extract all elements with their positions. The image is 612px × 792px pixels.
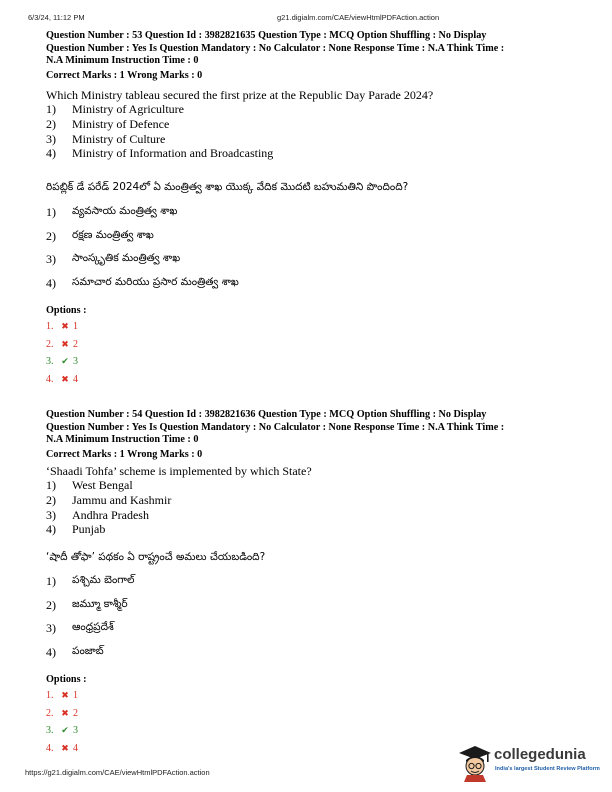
option-number: 2) (46, 116, 56, 131)
meta-line: Question Number : 54 Question Id : 3982821636 Question Type : MCQ Option Shuffling : No Display (46, 409, 487, 420)
option-number: 1) (46, 205, 56, 219)
print-url: g21.digialm.com/CAE/viewHtmlPDFAction.action (277, 13, 440, 22)
option-number: 3) (46, 507, 56, 522)
answer-number: 2. (46, 707, 54, 719)
collegedunia-logo (458, 744, 608, 784)
english-question: ‘Shaadi Tohfa’ scheme is implemented by which State? (46, 463, 312, 478)
telugu-option (46, 617, 576, 641)
check-icon: ✔ (61, 356, 69, 366)
meta-line: Question Number : Yes Is Question Mandatory : No Calculator : None Response Time : N.A Think Time : (46, 42, 505, 54)
option-text: సాంస్కృతిక మంత్రిత్వ శాఖ (72, 252, 181, 264)
option-text: Ministry of Defence (72, 116, 170, 131)
cross-icon: ✖ (61, 321, 69, 331)
answer-value: 3 (73, 725, 78, 736)
question-meta (46, 30, 576, 68)
answer-value: 2 (73, 338, 78, 350)
option-text: Ministry of Information and Broadcasting (72, 146, 274, 161)
meta-line: Question Number : 53 Question Id : 3982821635 Question Type : MCQ Option Shuffling : No Display (46, 30, 487, 41)
option-number: 3) (46, 252, 56, 266)
check-icon: ✔ (61, 725, 69, 735)
answer-number: 3. (46, 356, 54, 367)
option-number: 3) (46, 621, 56, 635)
options-heading: Options : (46, 304, 87, 316)
footer-url: https://g21.digialm.com/CAE/viewHtmlPDFAction.action (25, 768, 210, 777)
meta-line: Question Number : Yes Is Question Mandatory : No Calculator : None Response Time : N.A Think Time : (46, 421, 505, 433)
option-number: 2) (46, 597, 56, 612)
option-text: సమాచార మరియు ప్రసార మంత్రిత్వ శాఖ (72, 275, 239, 288)
option-text: రక్షణ మంత్రిత్వ శాఖ (72, 228, 154, 241)
student-mascot-icon (458, 744, 492, 782)
option-number: 4) (46, 146, 56, 161)
telugu-question: ‘షాదీ తోఫా’ పథకం ఏ రాష్ట్రంచే అమలు చేయబడింది? (46, 550, 266, 563)
option-text: పశ్చిమ బెంగాల్ (72, 574, 135, 586)
option-text: Ministry of Agriculture (72, 102, 184, 117)
option-number: 4) (46, 644, 56, 659)
question-meta (46, 409, 576, 447)
cross-icon: ✖ (61, 373, 69, 384)
option-number: 1) (46, 574, 56, 588)
cross-icon: ✖ (61, 690, 69, 700)
option-text: వ్యవసాయ మంత్రిత్వ శాఖ (72, 205, 178, 217)
option-number: 4) (46, 275, 56, 290)
option-number: 3) (46, 131, 56, 146)
english-option (46, 146, 576, 161)
question-block-54 (46, 409, 576, 757)
meta-line: N.A Minimum Instruction Time : 0 (46, 434, 199, 446)
telugu-option (46, 271, 576, 295)
option-text: West Bengal (72, 478, 133, 493)
english-question: Which Ministry tableau secured the first prize at the Republic Day Parade 2024? (46, 87, 434, 102)
answer-number: 4. (46, 373, 54, 385)
answer-option-correct (46, 353, 576, 371)
option-text: Andhra Pradesh (72, 507, 149, 522)
print-datetime: 6/3/24, 11:12 PM (28, 13, 85, 22)
option-text: Jammu and Kashmir (72, 492, 172, 507)
answer-number: 1. (46, 321, 54, 332)
english-option (46, 522, 576, 537)
option-number: 2) (46, 228, 56, 243)
telugu-option (46, 224, 576, 248)
telugu-option (46, 593, 576, 617)
telugu-option (46, 248, 576, 272)
marks-line: Correct Marks : 1 Wrong Marks : 0 (46, 448, 203, 460)
english-option (46, 132, 576, 147)
answer-value: 2 (73, 707, 78, 719)
option-text: Ministry of Culture (72, 131, 166, 146)
answer-number: 3. (46, 725, 54, 736)
telugu-question: రిపబ్లిక్ డే పరేడ్ 2024లో ఏ మంత్రిత్వ శాఖ యొక్క వేదిక మొదటి బహుమతిని పొందింది? (46, 180, 409, 193)
options-heading: Options : (46, 673, 87, 685)
option-text: ఆంధ్రప్రదేశ్ (72, 621, 114, 633)
english-option (46, 117, 576, 132)
option-number: 4) (46, 522, 56, 537)
option-text: జమ్మూ కాశ్మీర్ (72, 597, 128, 610)
answer-value: 1 (73, 690, 78, 701)
english-option (46, 102, 576, 117)
option-number: 1) (46, 478, 56, 493)
answer-value: 1 (73, 321, 78, 332)
answer-number: 2. (46, 338, 54, 350)
english-option (46, 493, 576, 508)
meta-line: N.A Minimum Instruction Time : 0 (46, 55, 199, 67)
cross-icon: ✖ (61, 707, 69, 718)
answer-option (46, 335, 576, 353)
english-option (46, 508, 576, 523)
answer-option (46, 704, 576, 722)
answer-option (46, 687, 576, 705)
logo-wordmark: collegedunia (494, 746, 586, 763)
option-number: 1) (46, 102, 56, 117)
answer-number: 1. (46, 690, 54, 701)
cross-icon: ✖ (61, 338, 69, 349)
question-block-53 (46, 30, 576, 388)
option-number: 2) (46, 492, 56, 507)
option-text: Punjab (72, 522, 106, 537)
telugu-option (46, 201, 576, 225)
answer-value: 4 (73, 373, 78, 385)
option-text: పంజాబ్ (72, 644, 104, 657)
telugu-option (46, 570, 576, 594)
telugu-option (46, 640, 576, 664)
answer-option (46, 318, 576, 336)
cross-icon: ✖ (61, 742, 69, 753)
answer-option-correct (46, 722, 576, 740)
answer-value: 4 (73, 742, 78, 754)
logo-tagline: India's largest Student Review Platform (495, 766, 600, 772)
marks-line: Correct Marks : 1 Wrong Marks : 0 (46, 69, 203, 81)
answer-value: 3 (73, 356, 78, 367)
english-option (46, 478, 576, 493)
answer-option (46, 370, 576, 388)
answer-number: 4. (46, 742, 54, 754)
